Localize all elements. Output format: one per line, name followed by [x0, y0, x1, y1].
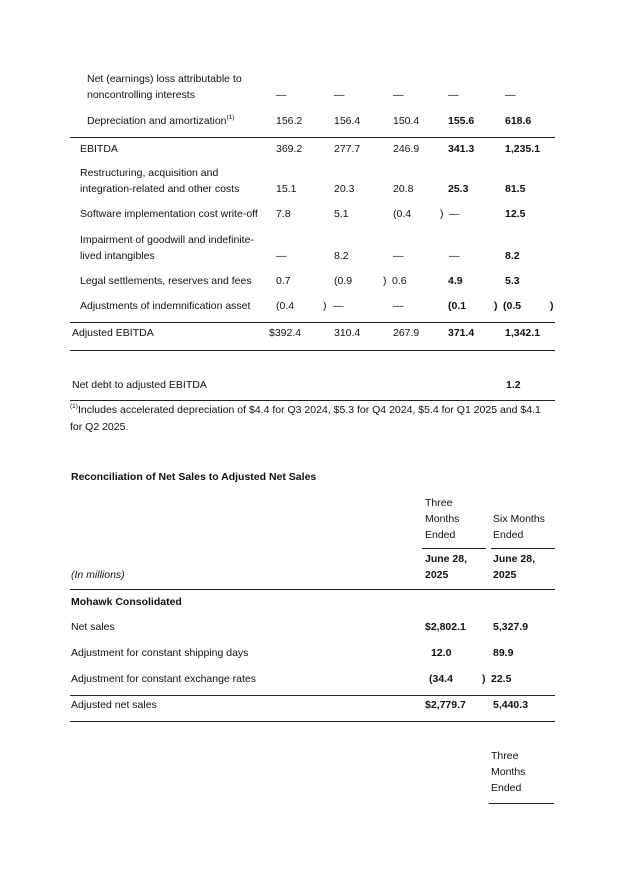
cell: 15.1: [276, 183, 297, 195]
cell: —: [276, 250, 287, 262]
cell: —: [449, 250, 460, 262]
cell: 8.2: [334, 250, 349, 262]
header-underline: [491, 548, 555, 549]
col-header-line: Ended: [425, 529, 456, 541]
section-title: Reconciliation of Net Sales to Adjusted Net Sales: [71, 471, 317, 483]
cell: 20.8: [393, 183, 414, 195]
cell: —: [393, 89, 404, 101]
cell-paren: ): [383, 275, 387, 287]
cell: 618.6: [505, 115, 532, 127]
cell: 156.2: [276, 115, 303, 127]
cell: —: [505, 89, 516, 101]
cell: 20.3: [334, 183, 355, 195]
cell: 0.7: [276, 275, 291, 287]
cell: 155.6: [448, 115, 475, 127]
col-header-line: Months: [425, 513, 460, 525]
section-label: Mohawk Consolidated: [71, 596, 182, 608]
footnote-line2: for Q2 2025.: [70, 421, 129, 433]
row-label-line1: Restructuring, acquisition and: [80, 167, 219, 179]
cell: 22.5: [491, 673, 512, 685]
row-label: Adjusted net sales: [71, 699, 157, 711]
row-label-line2: integration-related and other costs: [80, 183, 240, 195]
cell-paren: ): [494, 300, 498, 312]
cell: 267.9: [393, 327, 420, 339]
col-date: 2025: [493, 569, 517, 581]
row-divider: [70, 695, 555, 696]
row-label: EBITDA: [80, 143, 118, 155]
cell-paren: ): [482, 673, 486, 685]
cell: —: [448, 89, 459, 101]
row-label: Adjustment for constant shipping days: [71, 647, 249, 659]
row-label: Legal settlements, reserves and fees: [80, 275, 252, 287]
col-header-line: Ended: [491, 782, 522, 794]
col-header-line: Six Months: [493, 513, 545, 525]
row-label-line1: Impairment of goodwill and indefinite-: [80, 234, 254, 246]
cell: 150.4: [393, 115, 420, 127]
cell: —: [393, 300, 404, 312]
col-date: 2025: [425, 569, 449, 581]
cell: 371.4: [448, 327, 475, 339]
cell: (0.5: [503, 300, 522, 312]
cell: 5,440.3: [493, 699, 529, 711]
cell: 12.5: [505, 208, 526, 220]
cell: $2,802.1: [425, 621, 466, 633]
row-divider: [70, 322, 555, 323]
row-label: Net debt to adjusted EBITDA: [72, 379, 207, 391]
row-divider: [70, 350, 555, 351]
cell: 1,235.1: [505, 143, 541, 155]
cell: 12.0: [431, 647, 452, 659]
cell: 8.2: [505, 250, 520, 262]
cell: —: [393, 250, 404, 262]
footnote-marker: (1): [226, 114, 235, 121]
footnote-marker: (1): [70, 403, 78, 410]
header-underline: [422, 548, 486, 549]
cell: —: [449, 208, 460, 220]
cell: $2,779.7: [425, 699, 466, 711]
row-label-line1: Net (earnings) loss attributable to: [87, 73, 242, 85]
cell: 81.5: [505, 183, 526, 195]
cell: 7.8: [276, 208, 291, 220]
row-label: Net sales: [71, 621, 115, 633]
cell: 246.9: [393, 143, 420, 155]
col-date: June 28,: [493, 553, 536, 565]
cell-paren: ): [550, 300, 554, 312]
cell-paren: ): [323, 300, 327, 312]
row-label: Adjustments of indemnification asset: [80, 300, 251, 312]
row-label: Adjusted EBITDA: [72, 327, 154, 339]
cell: 1,342.1: [505, 327, 541, 339]
col-header-line: Three: [425, 497, 453, 509]
row-label: Software implementation cost write-off: [80, 208, 258, 220]
cell: (0.1: [448, 300, 467, 312]
cell: —: [333, 300, 344, 312]
units-label: (In millions): [71, 569, 125, 581]
row-divider: [70, 589, 555, 590]
cell: 1.2: [506, 379, 521, 391]
cell: 277.7: [334, 143, 361, 155]
row-label-line2: noncontrolling interests: [87, 89, 195, 101]
row-divider: [70, 137, 555, 138]
cell: 89.9: [493, 647, 514, 659]
cell: (34.4: [429, 673, 453, 685]
row-divider: [70, 400, 555, 401]
row-divider: [70, 721, 555, 722]
cell: $392.4: [269, 327, 302, 339]
cell: 5.3: [505, 275, 520, 287]
row-label: Depreciation and amortization$^{(1)}$: [87, 114, 235, 127]
cell: 5,327.9: [493, 621, 529, 633]
row-label: Adjustment for constant exchange rates: [71, 673, 257, 685]
cell: —: [334, 89, 345, 101]
cell: (0.9: [334, 275, 353, 287]
cell: 341.3: [448, 143, 475, 155]
cell: (0.4: [393, 208, 412, 220]
row-label-line2: lived intangibles: [80, 250, 155, 262]
col-header-line: Months: [491, 766, 526, 778]
cell: 4.9: [448, 275, 463, 287]
cell: 310.4: [334, 327, 361, 339]
col-header-line: Ended: [493, 529, 524, 541]
footnote-line1: $^{(1)}$Includes accelerated depreciation of $4.4 for Q3 2024, $5.3 for Q4 2024, $5.4 for Q1 2025 and $4.1: [70, 403, 541, 416]
col-header-line: Three: [491, 750, 519, 762]
cell: 156.4: [334, 115, 361, 127]
cell: 5.1: [334, 208, 349, 220]
cell: —: [276, 89, 287, 101]
col-date: June 28,: [425, 553, 468, 565]
header-underline: [489, 803, 554, 804]
cell: (0.4: [276, 300, 295, 312]
cell: 0.6: [392, 275, 407, 287]
cell: 369.2: [276, 143, 303, 155]
cell: 25.3: [448, 183, 469, 195]
cell-paren: ): [440, 208, 444, 220]
